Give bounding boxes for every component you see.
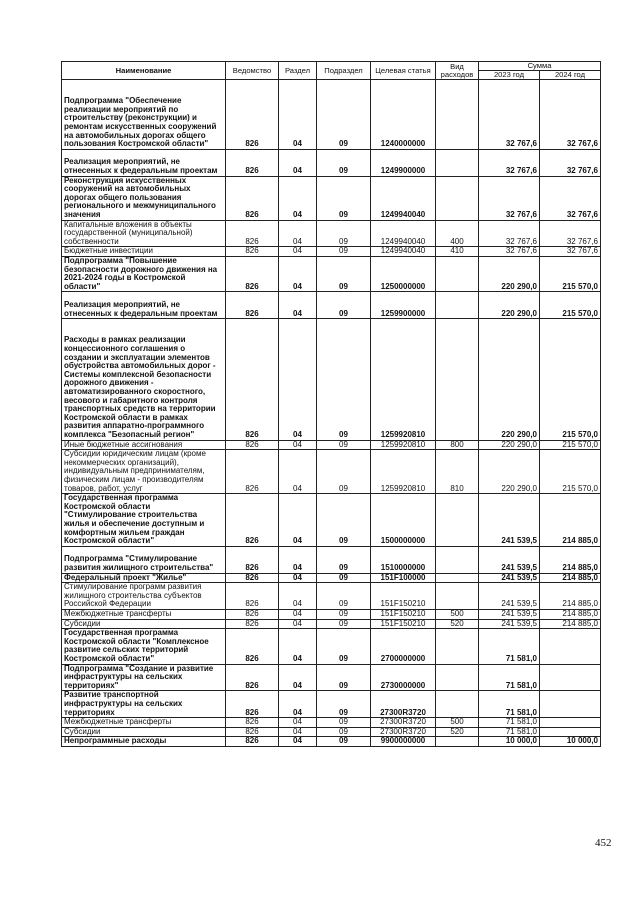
table-row	[62, 80, 601, 150]
row-sum-2024	[540, 664, 601, 691]
row-target: 1259920810	[371, 319, 436, 440]
row-sum-2023: 241 539,5	[479, 609, 540, 619]
row-type: 410	[436, 247, 479, 257]
row-section: 04	[279, 440, 317, 450]
row-section: 04	[279, 450, 317, 494]
row-subsection: 09	[317, 727, 371, 737]
row-sum-2023: 241 539,5	[479, 619, 540, 629]
row-subsection: 09	[317, 220, 371, 247]
row-sum-2023: 71 581,0	[479, 629, 540, 664]
row-subsection: 09	[317, 691, 371, 718]
row-subsection: 09	[317, 573, 371, 583]
row-section: 04	[279, 220, 317, 247]
row-ministry: 826	[226, 149, 279, 176]
row-target: 1250000000	[371, 256, 436, 291]
row-ministry: 826	[226, 247, 279, 257]
page-number: 452	[595, 837, 612, 849]
row-sum-2023: 71 581,0	[479, 664, 540, 691]
row-type: 500	[436, 718, 479, 728]
row-subsection: 09	[317, 546, 371, 573]
row-subsection: 09	[317, 609, 371, 619]
row-name: Межбюджетные трансферты	[62, 609, 226, 619]
row-target: 27300R3720	[371, 691, 436, 718]
table-row	[62, 176, 601, 220]
row-sum-2024: 215 570,0	[540, 292, 601, 319]
row-sum-2024	[540, 691, 601, 718]
row-name: Государственная программа Костромской области "Стимулирование строительства жилья и обеспечение доступным и комфортным жильем граждан Костромской области"	[62, 494, 226, 547]
row-subsection: 09	[317, 664, 371, 691]
row-sum-2023: 10 000,0	[479, 737, 540, 747]
row-sum-2023: 220 290,0	[479, 440, 540, 450]
table-row	[62, 256, 601, 291]
row-section: 04	[279, 629, 317, 664]
row-sum-2024: 32 767,6	[540, 80, 601, 150]
row-name: Капитальные вложения в объекты государственной (муниципальной) собственности	[62, 220, 226, 247]
row-name: Субсидии	[62, 619, 226, 629]
row-section: 04	[279, 247, 317, 257]
row-target: 1259920810	[371, 450, 436, 494]
row-subsection: 09	[317, 80, 371, 150]
row-target: 151F100000	[371, 573, 436, 583]
table-row	[62, 494, 601, 547]
row-ministry: 826	[226, 727, 279, 737]
table-row	[62, 450, 601, 494]
table-row	[62, 609, 601, 619]
row-sum-2024: 214 885,0	[540, 573, 601, 583]
row-sum-2024: 32 767,6	[540, 220, 601, 247]
row-section: 04	[279, 319, 317, 440]
row-ministry: 826	[226, 583, 279, 610]
row-name: Стимулирование программ развития жилищного строительства субъектов Российской Федерации	[62, 583, 226, 610]
row-sum-2024	[540, 718, 601, 728]
row-subsection: 09	[317, 737, 371, 747]
row-type	[436, 664, 479, 691]
row-subsection: 09	[317, 149, 371, 176]
row-sum-2024: 32 767,6	[540, 247, 601, 257]
row-section: 04	[279, 737, 317, 747]
row-name: Бюджетные инвестиции	[62, 247, 226, 257]
budget-table	[61, 61, 601, 747]
row-target: 2700000000	[371, 629, 436, 664]
table-row	[62, 149, 601, 176]
table-row	[62, 718, 601, 728]
header-ministry: Ведомство	[226, 62, 279, 80]
row-name: Реализация мероприятий, не отнесенных к федеральным проектам	[62, 149, 226, 176]
row-sum-2023: 32 767,6	[479, 247, 540, 257]
row-ministry: 826	[226, 619, 279, 629]
row-name: Подпрограмма "Стимулирование развития жилищного строительства"	[62, 546, 226, 573]
table-row	[62, 319, 601, 440]
row-ministry: 826	[226, 256, 279, 291]
row-type: 400	[436, 220, 479, 247]
row-subsection: 09	[317, 292, 371, 319]
row-ministry: 826	[226, 292, 279, 319]
row-subsection: 09	[317, 176, 371, 220]
row-target: 1249940040	[371, 176, 436, 220]
row-type: 520	[436, 727, 479, 737]
row-sum-2024	[540, 629, 601, 664]
row-target: 1500000000	[371, 494, 436, 547]
row-section: 04	[279, 80, 317, 150]
row-target: 9900000000	[371, 737, 436, 747]
row-sum-2024: 215 570,0	[540, 256, 601, 291]
row-sum-2024: 10 000,0	[540, 737, 601, 747]
row-ministry: 826	[226, 691, 279, 718]
row-type	[436, 176, 479, 220]
row-target: 1240000000	[371, 80, 436, 150]
row-subsection: 09	[317, 450, 371, 494]
row-sum-2023: 220 290,0	[479, 292, 540, 319]
row-subsection: 09	[317, 247, 371, 257]
row-section: 04	[279, 664, 317, 691]
row-type	[436, 629, 479, 664]
row-sum-2023: 241 539,5	[479, 573, 540, 583]
row-sum-2023: 220 290,0	[479, 450, 540, 494]
row-type	[436, 494, 479, 547]
table-row	[62, 691, 601, 718]
row-target: 151F150210	[371, 619, 436, 629]
row-type	[436, 149, 479, 176]
row-ministry: 826	[226, 573, 279, 583]
row-section: 04	[279, 176, 317, 220]
header-2024: 2024 год	[540, 71, 601, 80]
row-sum-2023: 32 767,6	[479, 176, 540, 220]
row-subsection: 09	[317, 494, 371, 547]
row-sum-2023: 32 767,6	[479, 80, 540, 150]
row-sum-2024: 214 885,0	[540, 546, 601, 573]
row-ministry: 826	[226, 220, 279, 247]
row-sum-2023: 220 290,0	[479, 256, 540, 291]
row-sum-2023: 32 767,6	[479, 149, 540, 176]
row-ministry: 826	[226, 450, 279, 494]
table-row	[62, 220, 601, 247]
row-sum-2023: 241 539,5	[479, 494, 540, 547]
row-ministry: 826	[226, 494, 279, 547]
row-sum-2024: 215 570,0	[540, 319, 601, 440]
row-name: Межбюджетные трансферты	[62, 718, 226, 728]
row-name: Субсидии юридическим лицам (кроме некоммерческих организаций), индивидуальным предпринимателям, физическим лицам - производителям товаров, работ, услуг	[62, 450, 226, 494]
row-section: 04	[279, 149, 317, 176]
header-section: Раздел	[279, 62, 317, 80]
row-section: 04	[279, 546, 317, 573]
header-subsection: Подраздел	[317, 62, 371, 80]
row-section: 04	[279, 583, 317, 610]
header-type: Вид расходов	[436, 62, 479, 80]
row-section: 04	[279, 292, 317, 319]
row-name: Непрограммные расходы	[62, 737, 226, 747]
row-section: 04	[279, 691, 317, 718]
row-target: 151F150210	[371, 609, 436, 619]
row-sum-2023: 71 581,0	[479, 718, 540, 728]
row-target: 1510000000	[371, 546, 436, 573]
row-name: Иные бюджетные ассигнования	[62, 440, 226, 450]
row-name: Подпрограмма "Создание и развитие инфраструктуры на сельских территориях"	[62, 664, 226, 691]
row-sum-2024: 32 767,6	[540, 176, 601, 220]
row-ministry: 826	[226, 629, 279, 664]
row-name: Реконструкция искусственных сооружений на автомобильных дорогах общего пользования регионального и межмуниципального значения	[62, 176, 226, 220]
row-type: 810	[436, 450, 479, 494]
row-target: 1259920810	[371, 440, 436, 450]
row-sum-2023: 71 581,0	[479, 691, 540, 718]
row-subsection: 09	[317, 256, 371, 291]
row-target: 1249940040	[371, 247, 436, 257]
row-subsection: 09	[317, 718, 371, 728]
row-type: 520	[436, 619, 479, 629]
row-type	[436, 292, 479, 319]
row-type: 800	[436, 440, 479, 450]
row-name: Реализация мероприятий, не отнесенных к федеральным проектам	[62, 292, 226, 319]
table-row	[62, 737, 601, 747]
row-sum-2024: 214 885,0	[540, 583, 601, 610]
row-sum-2023: 32 767,6	[479, 220, 540, 247]
row-target: 151F150210	[371, 583, 436, 610]
row-ministry: 826	[226, 737, 279, 747]
row-sum-2024: 215 570,0	[540, 440, 601, 450]
row-name: Развитие транспортной инфраструктуры на сельских территориях	[62, 691, 226, 718]
row-ministry: 826	[226, 546, 279, 573]
row-type	[436, 319, 479, 440]
row-sum-2023: 241 539,5	[479, 583, 540, 610]
header-name: Наименование	[62, 62, 226, 80]
row-ministry: 826	[226, 319, 279, 440]
row-subsection: 09	[317, 319, 371, 440]
row-sum-2024: 215 570,0	[540, 450, 601, 494]
row-subsection: 09	[317, 619, 371, 629]
row-type	[436, 256, 479, 291]
row-section: 04	[279, 256, 317, 291]
row-sum-2023: 241 539,5	[479, 546, 540, 573]
row-subsection: 09	[317, 583, 371, 610]
row-ministry: 826	[226, 664, 279, 691]
row-sum-2023: 71 581,0	[479, 727, 540, 737]
row-sum-2024: 214 885,0	[540, 609, 601, 619]
row-target: 2730000000	[371, 664, 436, 691]
row-target: 27300R3720	[371, 718, 436, 728]
table-row	[62, 546, 601, 573]
row-type	[436, 737, 479, 747]
row-sum-2024: 32 767,6	[540, 149, 601, 176]
row-subsection: 09	[317, 440, 371, 450]
row-type: 500	[436, 609, 479, 619]
row-type	[436, 546, 479, 573]
table-body	[62, 62, 601, 747]
row-type	[436, 691, 479, 718]
row-ministry: 826	[226, 176, 279, 220]
table-row	[62, 664, 601, 691]
table-row	[62, 583, 601, 610]
row-target: 1259900000	[371, 292, 436, 319]
row-name: Субсидии	[62, 727, 226, 737]
row-sum-2023: 220 290,0	[479, 319, 540, 440]
row-ministry: 826	[226, 440, 279, 450]
row-sum-2024: 214 885,0	[540, 494, 601, 547]
row-section: 04	[279, 718, 317, 728]
row-ministry: 826	[226, 609, 279, 619]
row-type	[436, 80, 479, 150]
row-section: 04	[279, 609, 317, 619]
header-target: Целевая статья	[371, 62, 436, 80]
row-type	[436, 573, 479, 583]
row-sum-2024: 214 885,0	[540, 619, 601, 629]
row-section: 04	[279, 727, 317, 737]
row-name: Подпрограмма "Повышение безопасности дорожного движения на 2021-2024 годы в Костромской области"	[62, 256, 226, 291]
row-target: 1249940040	[371, 220, 436, 247]
table-row	[62, 292, 601, 319]
row-name: Государственная программа Костромской области "Комплексное развитие сельских территорий Костромской области"	[62, 629, 226, 664]
row-name: Федеральный проект "Жилье"	[62, 573, 226, 583]
row-name: Расходы в рамках реализации концессионного соглашения о создании и эксплуатации элементов обустройства автомобильных дорог - Системы комплексной безопасности дорожного движения - автоматизированного скоростного, весового и габаритного контроля транспортных средств на территории Костромской области в рамках развития аппаратно-программного комплекса "Безопасный регион"	[62, 319, 226, 440]
row-name: Подпрограмма "Обеспечение реализации мероприятий по строительству (реконструкции) и ремонтам искусственных сооружений на автомобильных дорогах общего пользования Костромской области"	[62, 80, 226, 150]
header-sum: Сумма	[479, 62, 601, 71]
table-row	[62, 629, 601, 664]
row-section: 04	[279, 573, 317, 583]
row-type	[436, 583, 479, 610]
row-target: 1249900000	[371, 149, 436, 176]
row-section: 04	[279, 494, 317, 547]
header-2023: 2023 год	[479, 71, 540, 80]
row-ministry: 826	[226, 718, 279, 728]
row-ministry: 826	[226, 80, 279, 150]
row-subsection: 09	[317, 629, 371, 664]
row-target: 27300R3720	[371, 727, 436, 737]
row-section: 04	[279, 619, 317, 629]
